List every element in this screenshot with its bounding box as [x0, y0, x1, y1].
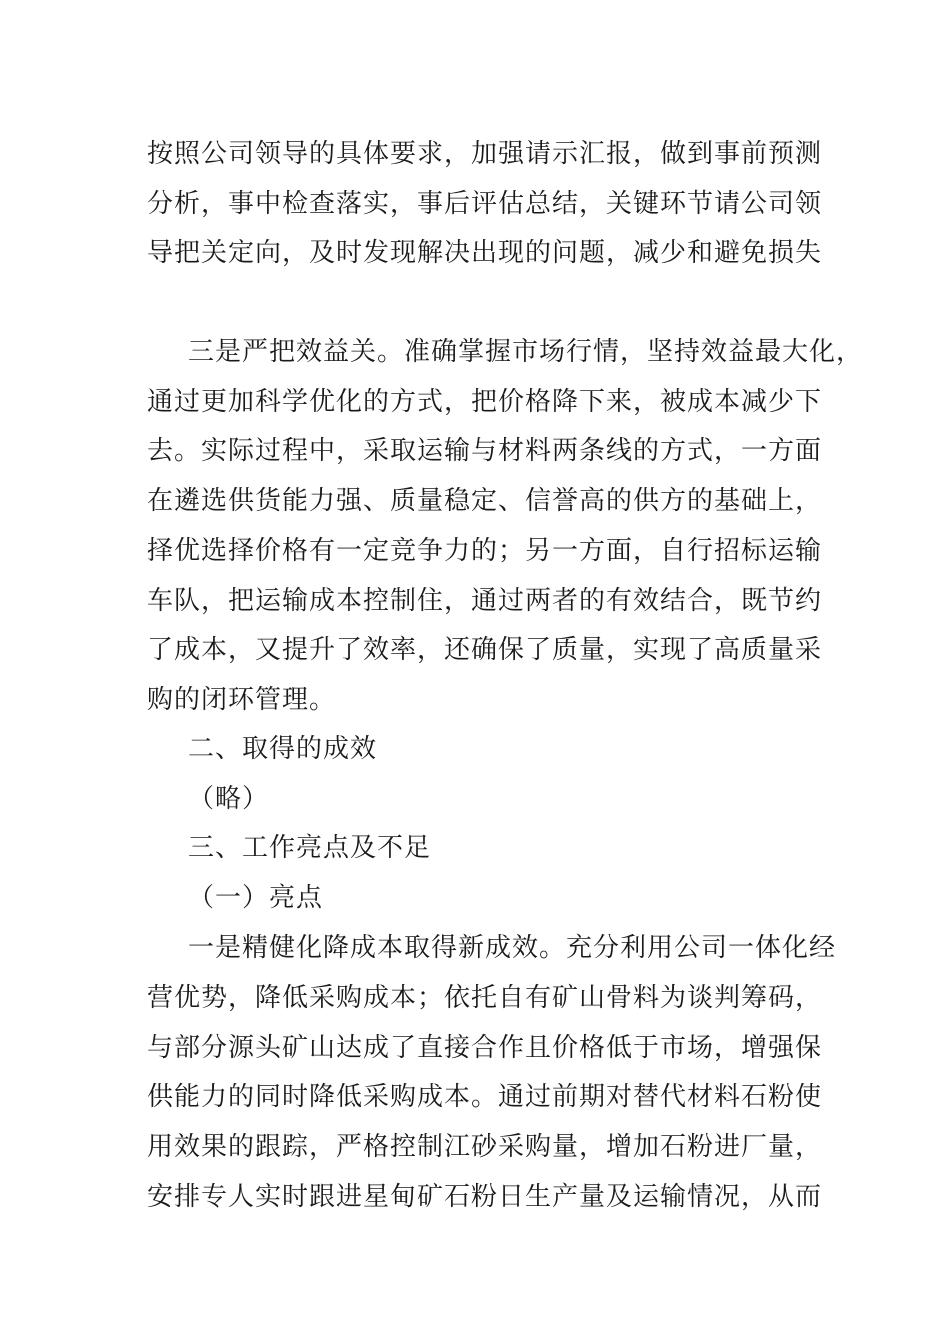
paragraph-3-start: 三是严把效益关。准确掌握市场行情，坚持效益最大化，: [188, 337, 864, 367]
text-line-21: 安排专人实时跟进星甸矿石粉日生产量及运输情况，从而: [147, 1182, 823, 1212]
text-line-19: 供能力的同时降低采购成本。通过前期对替代材料石粉使: [147, 1082, 823, 1112]
text-line-10: 了成本，又提升了效率，还确保了质量，实现了高质量采: [147, 635, 823, 665]
text-line-1: 按照公司领导的具体要求，加强请示汇报，做到事前预测: [147, 139, 823, 169]
text-line-3: 导把关定向，及时发现解决出现的问题，减少和避免损失: [147, 238, 823, 268]
text-line-11: 购的闭环管理。: [147, 685, 337, 715]
paragraph-highlight-1-start: 一是精健化降成本取得新成效。充分利用公司一体化经: [188, 933, 837, 963]
section-heading-3: 三、工作亮点及不足: [188, 833, 432, 863]
text-line-17: 营优势，降低采购成本；依托自有矿山骨料为谈判筹码，: [147, 983, 823, 1013]
text-line-7: 在遴选供货能力强、质量稳定、信誉高的供方的基础上，: [147, 486, 823, 516]
text-line-6: 去。实际过程中，采取运输与材料两条线的方式，一方面: [147, 436, 823, 466]
text-line-18: 与部分源头矿山达成了直接合作且价格低于市场，增强保: [147, 1033, 823, 1063]
omitted-note: （略）: [188, 784, 270, 814]
text-line-9: 车队，把运输成本控制住，通过两者的有效结合，既节约: [147, 586, 823, 616]
section-heading-2: 二、取得的成效: [188, 734, 378, 764]
text-line-8: 择优选择价格有一定竞争力的；另一方面，自行招标运输: [147, 536, 823, 566]
text-line-20: 用效果的跟踪，严格控制江砂采购量，增加石粉进厂量，: [147, 1132, 823, 1162]
text-line-5: 通过更加科学优化的方式，把价格降下来，被成本减少下: [147, 387, 823, 417]
subsection-heading-highlights: （一）亮点: [188, 883, 324, 913]
text-line-2: 分析，事中检查落实，事后评估总结，关键环节请公司领: [147, 189, 823, 219]
